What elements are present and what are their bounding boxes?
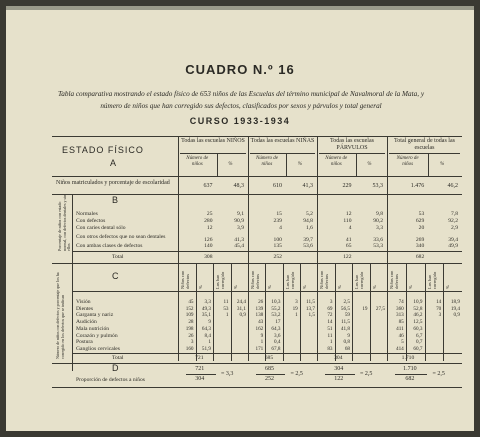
- section-c-value: 46,2: [413, 312, 423, 319]
- section-b-value: 39,4: [448, 237, 458, 243]
- sub-divider: [286, 153, 287, 176]
- section-c-row-label: Audición: [76, 319, 97, 326]
- section-c-value: 28: [188, 319, 194, 326]
- table-top-rule: [52, 136, 462, 137]
- section-c-sub-header: Niños con defectos: [250, 270, 260, 289]
- section-c-value: 43: [258, 319, 264, 326]
- section-c-value: 139: [255, 305, 264, 312]
- section-c-value: 1: [260, 339, 264, 346]
- numero-header: Número de niños: [256, 156, 278, 167]
- section-b-value: 53,3: [373, 243, 383, 249]
- section-c-value: 1: [208, 339, 211, 346]
- section-c-value: 1,5: [308, 312, 315, 319]
- section-b-value: 1,6: [305, 225, 313, 231]
- section-c-value: 51: [327, 325, 333, 332]
- section-c-value: 14: [327, 319, 333, 326]
- section-b-row-label: Con caries dental sólo: [76, 225, 126, 231]
- group-header-rule: [389, 153, 460, 154]
- row-a-value: 48,3: [233, 183, 244, 189]
- section-b-bottom-rule: [52, 263, 462, 264]
- row-a-value: 46,2: [447, 183, 458, 189]
- section-c-value: 68: [344, 345, 350, 352]
- section-b-value: 110: [343, 218, 352, 224]
- section-b-value: 280: [204, 218, 213, 224]
- section-b-value: 3,9: [237, 225, 244, 231]
- section-c-value: 64,3: [271, 325, 281, 332]
- section-c-side-label: Número de niños con defectos y porcentaje que los ha corregido en los defectos que se indican: [55, 272, 65, 359]
- section-c-value: 6,7: [416, 332, 423, 339]
- section-c-value: 2,5: [343, 299, 350, 305]
- pct-header: %: [440, 162, 445, 167]
- section-c-sub-header: Niños con defectos: [389, 270, 399, 289]
- section-b-value: 9,8: [376, 211, 383, 217]
- section-c-sub-header: %: [197, 285, 203, 289]
- section-c-value: 26: [258, 299, 264, 305]
- section-c-value: 138: [255, 312, 264, 319]
- section-c-value: 64,3: [201, 325, 211, 332]
- section-c-value: 9: [260, 332, 264, 339]
- section-b-value: 12: [345, 211, 352, 217]
- section-c-sub-header: Los han corregido: [354, 271, 364, 289]
- section-b-total: 252: [273, 254, 282, 260]
- section-c-value: 1: [295, 312, 298, 319]
- section-c-value: 17: [275, 319, 281, 326]
- row-a-value: 41,3: [302, 183, 313, 189]
- section-b-value: 45,4: [234, 243, 244, 249]
- section-c-value: 160: [185, 345, 194, 352]
- section-c-value: 26: [188, 332, 194, 339]
- section-c-total: 304: [334, 355, 343, 361]
- section-b-value: 90,2: [373, 218, 383, 224]
- section-c-row-label: Postura: [76, 339, 93, 346]
- section-c-value: 41,8: [340, 325, 350, 332]
- section-c-value: 5: [401, 339, 404, 346]
- section-b-row-label: Con defectos: [76, 218, 106, 224]
- section-b-value: 20: [418, 225, 425, 231]
- section-c-value: 70: [436, 305, 442, 312]
- section-b-value: 239: [273, 218, 282, 224]
- section-c-sub-header: %: [232, 285, 238, 289]
- group-header-rule: [180, 153, 246, 154]
- section-b-value: 3,3: [376, 225, 383, 231]
- section-b-total: 308: [204, 254, 213, 260]
- fraction-numerator: 1.710: [403, 366, 417, 372]
- numero-header: Número de niños: [186, 156, 209, 167]
- section-c-sub-header: %: [445, 285, 451, 289]
- section-c-row-label: Garganta y nariz: [76, 312, 114, 319]
- section-c-header-rule: [72, 291, 462, 292]
- section-b-value: 9,1: [237, 211, 244, 217]
- section-b-value: 269: [415, 237, 425, 243]
- side-divider: [72, 263, 73, 371]
- section-c-row-label: Visión: [76, 299, 91, 305]
- fraction-result: = 2,5: [432, 371, 445, 377]
- sub-divider: [217, 153, 218, 176]
- sub-divider: [356, 153, 357, 176]
- section-b-value: 39,7: [303, 237, 313, 243]
- fraction-bar: [186, 374, 216, 375]
- section-c-sub-header: Los han corregido: [215, 271, 225, 289]
- header-bottom-rule: [52, 176, 462, 177]
- section-b-total: 682: [415, 254, 425, 260]
- fraction-numerator: 721: [195, 366, 205, 372]
- section-c-value: 11: [223, 299, 229, 305]
- fraction-bar: [325, 374, 355, 375]
- section-c-total-label: Total: [112, 355, 124, 361]
- section-c-total: 1.710: [401, 355, 415, 361]
- section-c-sub-header: Los han corregido: [426, 271, 437, 289]
- section-c-value: 45: [188, 299, 194, 305]
- section-c-value: 60,3: [413, 325, 423, 332]
- pct-header: %: [297, 162, 303, 167]
- sub-divider: [428, 153, 429, 176]
- group-header: Total general de todas las escuelas: [394, 138, 455, 151]
- section-c-value: 0,9: [239, 312, 246, 319]
- document-page: [6, 6, 474, 431]
- section-c-value: 19: [362, 305, 368, 312]
- section-c-sub-header: Niños con defectos: [319, 270, 329, 289]
- section-c-value: 11: [327, 332, 333, 339]
- group-header: Todas las escuelas PÁRVULOS: [330, 138, 374, 151]
- row-a-value: 610: [272, 183, 282, 189]
- numero-header: Número de niños: [325, 156, 348, 167]
- section-c-total: 685: [264, 355, 274, 361]
- section-c-value: 51,9: [201, 345, 211, 352]
- section-c-sub-header: %: [267, 285, 273, 289]
- section-c-value: 19: [292, 305, 298, 312]
- section-c-value: 24,4: [236, 299, 246, 305]
- section-c-value: 53: [223, 305, 229, 312]
- course-heading: CURSO 1933-1934: [189, 116, 291, 126]
- section-c-value: 360: [395, 305, 404, 312]
- section-c-value: 3: [295, 299, 298, 305]
- section-c-value: 411: [396, 325, 404, 332]
- section-b-value: 53,6: [303, 243, 313, 249]
- section-b-value: 41: [345, 237, 352, 243]
- section-b-value: 65: [345, 243, 352, 249]
- section-b-value: 25: [206, 211, 213, 217]
- section-b-value: 5,2: [305, 211, 313, 217]
- fraction-denominator: 252: [265, 376, 275, 382]
- row-a-value: 637: [203, 183, 213, 189]
- section-c-value: 19,4: [450, 305, 460, 312]
- section-c-value: 198: [185, 325, 194, 332]
- section-b-value: 12: [206, 225, 213, 231]
- section-c-row-label: Ganglios cervicales: [76, 345, 120, 352]
- page-title: CUADRO N.º 16: [185, 62, 295, 77]
- section-c-letter: C: [112, 271, 120, 281]
- section-b-value: 90,9: [234, 218, 244, 224]
- section-c-value: 27,5: [375, 305, 385, 312]
- section-b-value: 629: [415, 218, 425, 224]
- section-b-total-label: Total: [112, 254, 124, 260]
- section-c-value: 18,9: [450, 299, 460, 305]
- section-b-value: 140: [204, 243, 213, 249]
- section-b-value: 49,9: [448, 243, 458, 249]
- fraction-result: = 2,5: [290, 371, 303, 377]
- section-b-value: 53: [418, 211, 425, 217]
- fraction-bar: [395, 374, 427, 375]
- page-subtitle: [46, 88, 436, 112]
- section-c-value: 74: [398, 299, 404, 305]
- section-c-value: 0,7: [416, 339, 423, 346]
- fraction-result: = 2,5: [360, 371, 373, 377]
- section-c-value: 171: [255, 345, 264, 352]
- section-c-value: 67,8: [271, 345, 281, 352]
- section-b-value: 340: [415, 243, 425, 249]
- estado-fisico-heading: ESTADO FÍSICO: [62, 145, 144, 155]
- section-c-value: 31,1: [236, 305, 246, 312]
- section-d-label: Proporción de defectos a niños: [76, 377, 145, 383]
- section-c-value: 13,7: [305, 305, 315, 312]
- section-c-sub-header: %: [407, 285, 413, 289]
- section-c-value: 53,2: [271, 312, 281, 319]
- row-a-value: 229: [342, 183, 352, 189]
- table-bottom-rule: [52, 387, 462, 388]
- section-c-value: 52,8: [413, 305, 423, 312]
- fraction-numerator: 685: [265, 366, 275, 372]
- section-c-value: 60,7: [413, 345, 423, 352]
- pct-header: %: [367, 162, 372, 167]
- section-b-value: 15: [276, 211, 282, 217]
- section-b-row-label: Con ambas clases de defectos: [76, 243, 143, 249]
- section-c-value: 3: [329, 299, 333, 305]
- section-c-value: 9: [347, 332, 350, 339]
- fraction-denominator: 304: [195, 376, 205, 382]
- section-b-value: 126: [204, 237, 213, 243]
- section-c-total: 721: [195, 355, 204, 361]
- section-b-total-rule: [72, 251, 462, 252]
- section-c-value: 0,9: [453, 312, 460, 319]
- pct-header: %: [228, 162, 233, 167]
- section-c-value: 313: [395, 312, 404, 319]
- section-c-value: 72: [327, 312, 333, 319]
- section-c-value: 10,9: [413, 299, 423, 305]
- fraction-result: = 3,3: [221, 371, 234, 377]
- section-c-sub-header: %: [301, 285, 307, 289]
- side-divider: [72, 194, 73, 263]
- section-c-value: 10,3: [271, 299, 281, 305]
- fraction-denominator: 122: [334, 376, 344, 382]
- section-c-row-label: Dientes: [76, 305, 94, 312]
- section-c-value: 56,5: [340, 305, 350, 312]
- section-b-value: 41,3: [234, 237, 244, 243]
- section-c-sub-header: Niños con defectos: [180, 270, 190, 289]
- section-c-value: 14: [436, 299, 442, 305]
- section-c-value: 11,5: [341, 319, 350, 326]
- section-c-value: 69: [327, 305, 333, 312]
- section-c-value: 1: [225, 312, 229, 319]
- fraction-bar: [256, 374, 285, 375]
- group-header: Todas las escuelas NIÑAS: [250, 138, 315, 144]
- section-b-value: 33,6: [373, 237, 383, 243]
- section-c-value: 49,3: [201, 305, 211, 312]
- section-b-side-label: Porcentaje de niños con estado normal, con defectos dentales y sin ellos: [57, 194, 71, 251]
- fraction-numerator: 304: [334, 366, 344, 372]
- section-c-value: 8,4: [204, 332, 211, 339]
- section-c-value: 83: [327, 345, 333, 352]
- statistics-table: [52, 131, 462, 421]
- section-c-value: 1: [329, 339, 333, 346]
- section-b-value: 2,9: [451, 225, 458, 231]
- section-c-value: 3: [438, 312, 442, 319]
- section-b-value: 94,8: [303, 218, 313, 224]
- section-c-value: 59: [344, 312, 350, 319]
- row-a-label: Niños matriculados y porcentaje de escolaridad: [56, 180, 170, 186]
- section-c-value: 35,1: [201, 312, 211, 319]
- group-header-rule: [319, 153, 385, 154]
- section-c-row-label: Mala nutrición: [76, 325, 110, 332]
- section-c-value: 9: [208, 319, 211, 326]
- row-a-value: 53,3: [372, 183, 383, 189]
- subtitle-line-2: número de niños que han corregido sus defectos, clasificados por sexos y párvulos y total general: [100, 102, 382, 110]
- group-header-rule: [250, 153, 315, 154]
- section-c-value: 162: [255, 325, 264, 332]
- numero-header: Número de niños: [396, 156, 419, 167]
- section-d-letter: D: [112, 363, 120, 373]
- section-c-value: 12,5: [413, 319, 423, 326]
- page-edge: [6, 6, 474, 10]
- section-b-value: 4: [348, 225, 352, 231]
- section-b-row-label: Normales: [76, 211, 98, 217]
- group-header: Todas las escuelas NIÑOS: [181, 138, 245, 144]
- section-c-sub-header: Los han corregido: [284, 271, 295, 289]
- section-c-value: 109: [185, 312, 194, 319]
- row-a-value: 1.476: [410, 183, 425, 189]
- section-c-value: 0,8: [343, 339, 350, 346]
- section-c-value: 3,3: [204, 299, 211, 305]
- section-b-value: 100: [273, 237, 282, 243]
- section-b-value: 135: [273, 243, 282, 249]
- section-b-row-label: Con otros defectos que no sean dentales: [76, 234, 166, 240]
- section-c-value: 414: [395, 345, 404, 352]
- section-c-value: 11,5: [306, 299, 315, 305]
- section-b-value: 4: [279, 225, 282, 231]
- section-c-value: 152: [185, 305, 194, 312]
- section-b-value: 7,8: [451, 211, 458, 217]
- section-b-letter: B: [112, 195, 120, 205]
- section-c-value: 3,6: [274, 332, 281, 339]
- section-c-value: 3: [190, 339, 194, 346]
- section-b-value: 92,2: [448, 218, 458, 224]
- section-c-value: 0,4: [274, 339, 281, 346]
- section-c-row-label: Corazón y pulmón: [76, 332, 118, 339]
- section-c-value: 85: [398, 319, 404, 326]
- section-c-sub-header: %: [371, 285, 377, 289]
- section-c-sub-header: %: [336, 285, 342, 289]
- section-c-value: 55,2: [271, 305, 281, 312]
- section-c-value: 46: [398, 332, 404, 339]
- section-b-total: 122: [343, 254, 352, 260]
- subtitle-line-1: Tabla comparativa mostrando el estado físico de 653 niños de las Escuelas del término municipal de Navalmoral de la Mata, y: [57, 90, 425, 98]
- section-a-letter: A: [110, 158, 118, 168]
- fraction-denominator: 682: [405, 376, 415, 382]
- section-c-total-rule: [72, 353, 462, 354]
